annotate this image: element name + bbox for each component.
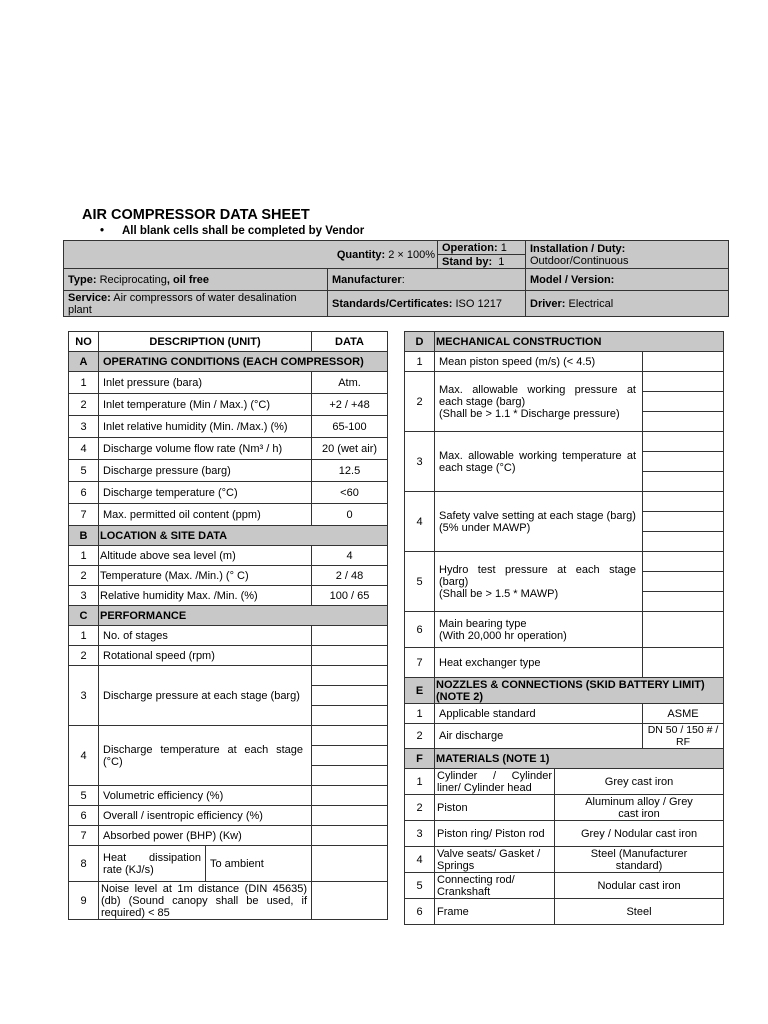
section-title: OPERATING CONDITIONS (EACH COMPRESSOR) (99, 352, 388, 372)
row-data (643, 372, 724, 392)
row-description: Max. allowable working temperature at each stage (°C) (435, 432, 643, 492)
row-data (312, 646, 388, 666)
table-row (405, 821, 724, 847)
row-description: Altitude above sea level (m) (99, 546, 312, 566)
row-no: 5 (405, 552, 435, 612)
operation-value: 1 (500, 241, 507, 254)
table-row (405, 432, 724, 452)
row-no: 1 (69, 626, 99, 646)
row-no: 6 (405, 612, 435, 648)
table-row (405, 724, 724, 749)
table-row (69, 566, 388, 586)
type-value: Reciprocating (99, 273, 167, 286)
row-data (643, 352, 724, 372)
row-description: Discharge temperature (°C) (99, 482, 312, 504)
type-label: Type: (68, 273, 97, 286)
row-no: 2 (405, 724, 435, 749)
row-no: 3 (69, 586, 99, 606)
row-data: 100 / 65 (312, 586, 388, 606)
table-row (69, 666, 388, 686)
row-no: 4 (69, 726, 99, 786)
row-no: 3 (405, 821, 435, 847)
section-title: NOZZLES & CONNECTIONS (SKID BATTERY LIMIT) (NOTE 2) (435, 678, 724, 704)
row-no: 5 (405, 873, 435, 899)
row-no: 4 (69, 438, 99, 460)
row-no: 7 (69, 826, 99, 846)
bullet-icon: • (100, 225, 105, 237)
row-description: Discharge pressure at each stage (barg) (99, 666, 312, 726)
row-data: <60 (312, 482, 388, 504)
service-label: Service: (68, 291, 111, 304)
row-no: 2 (405, 795, 435, 821)
section-title: PERFORMANCE (99, 606, 388, 626)
table-row (405, 612, 724, 648)
section-letter: B (69, 526, 99, 546)
table-row (69, 646, 388, 666)
row-description: Inlet temperature (Min / Max.) (°C) (99, 394, 312, 416)
quantity-label: Quantity: (336, 248, 386, 261)
row-data: DN 50 / 150 # / RF (643, 724, 724, 749)
page-title: AIR COMPRESSOR DATA SHEET (82, 207, 310, 223)
header-blank (64, 241, 328, 269)
section-letter: F (405, 749, 435, 769)
row-data (643, 472, 724, 492)
row-no: 1 (405, 769, 435, 795)
row-description-note: (5% under MAWP) (439, 521, 531, 534)
table-row (405, 648, 724, 678)
row-no: 1 (69, 546, 99, 566)
row-data (643, 592, 724, 612)
row-description: Applicable standard (435, 704, 643, 724)
table-row (69, 726, 388, 746)
row-description: Inlet relative humidity (Min. /Max.) (%) (99, 416, 312, 438)
section-letter: C (69, 606, 99, 626)
row-description: Max. permitted oil content (ppm) (99, 504, 312, 526)
row-description: Hydro test pressure at each stage (barg) (439, 563, 636, 588)
row-data (643, 612, 724, 648)
service-value: Air compressors of water desalination plant (68, 291, 297, 316)
table-row (69, 786, 388, 806)
standby-label: Stand by: (442, 255, 493, 268)
table-row (69, 482, 388, 504)
row-description: Noise level at 1m distance (DIN 45635) (db) (Sound canopy shall be used, if required) < 85 (99, 882, 312, 920)
section-title: MECHANICAL CONSTRUCTION (435, 332, 724, 352)
row-description: Discharge temperature at each stage (°C) (99, 726, 312, 786)
table-row (405, 873, 724, 899)
row-description: Heat dissipation rate (KJ/s) (99, 846, 206, 882)
manufacturer-label: Manufacturer (332, 273, 402, 286)
row-description: Volumetric efficiency (%) (99, 786, 312, 806)
table-row (69, 826, 388, 846)
row-description: Piston (435, 795, 555, 821)
column-header-data: DATA (312, 332, 388, 352)
row-no: 3 (69, 416, 99, 438)
manufacturer-cell (328, 269, 526, 291)
table-row (405, 769, 724, 795)
row-data (312, 846, 388, 882)
row-no: 3 (405, 432, 435, 492)
standards-value: ISO 1217 (455, 297, 502, 310)
row-description: No. of stages (99, 626, 312, 646)
type-value-suffix: , oil free (166, 273, 210, 286)
table-row (69, 586, 388, 606)
row-data (312, 826, 388, 846)
standby-value: 1 (498, 255, 505, 268)
row-data (312, 726, 388, 746)
row-no: 1 (405, 704, 435, 724)
row-no: 1 (69, 372, 99, 394)
row-data: Atm. (312, 372, 388, 394)
row-no: 5 (69, 786, 99, 806)
table-row (69, 416, 388, 438)
manufacturer-colon: : (401, 273, 405, 286)
row-no: 5 (69, 460, 99, 482)
row-data: ASME (643, 704, 724, 724)
row-description: Overall / isentropic efficiency (%) (99, 806, 312, 826)
row-description-note: (With 20,000 hr operation) (439, 629, 567, 642)
row-description: Air discharge (435, 724, 643, 749)
section-title: LOCATION & SITE DATA (99, 526, 388, 546)
operation-label: Operation: (442, 241, 498, 254)
table-row (405, 704, 724, 724)
row-no: 2 (69, 566, 99, 586)
row-description: Mean piston speed (m/s) (< 4.5) (435, 352, 643, 372)
row-no: 6 (405, 899, 435, 925)
left-data-table (68, 331, 388, 920)
row-data (312, 806, 388, 826)
column-header-no: NO (69, 332, 99, 352)
row-description: Heat exchanger type (435, 648, 643, 678)
row-data (643, 532, 724, 552)
standby-cell (438, 255, 526, 269)
row-no: 4 (405, 492, 435, 552)
header-table (63, 240, 729, 317)
table-row (69, 438, 388, 460)
table-row (69, 504, 388, 526)
section-letter: E (405, 678, 435, 704)
row-data (312, 746, 388, 766)
standards-cell (328, 291, 526, 317)
row-data (312, 666, 388, 686)
row-data: Nodular cast iron (555, 873, 724, 899)
section-letter: D (405, 332, 435, 352)
row-data: Aluminum alloy / Grey cast iron (555, 795, 724, 821)
row-no: 7 (69, 504, 99, 526)
table-row (69, 460, 388, 482)
row-description: Cylinder / Cylinder liner/ Cylinder head (435, 769, 555, 795)
standards-label: Standards/Certificates: (332, 297, 453, 310)
row-data (312, 626, 388, 646)
row-no: 6 (69, 806, 99, 826)
row-no: 9 (69, 882, 99, 920)
row-no: 2 (69, 646, 99, 666)
row-no: 1 (405, 352, 435, 372)
row-description: Discharge pressure (barg) (99, 460, 312, 482)
row-data (643, 648, 724, 678)
row-data (312, 882, 388, 920)
row-description-note: (Shall be > 1.5 * MAWP) (439, 587, 559, 600)
row-data: 12.5 (312, 460, 388, 482)
table-row (405, 492, 724, 512)
table-row (405, 552, 724, 572)
row-data (643, 392, 724, 412)
row-description: Discharge volume flow rate (Nm³ / h) (99, 438, 312, 460)
row-description: Temperature (Max. /Min.) (° C) (99, 566, 312, 586)
row-description: Main bearing type (439, 617, 527, 630)
row-description: Absorbed power (BHP) (Kw) (99, 826, 312, 846)
row-description: Safety valve setting at each stage (barg) (439, 509, 636, 522)
model-cell (526, 269, 729, 291)
row-description: Frame (435, 899, 555, 925)
quantity-cell (328, 241, 438, 269)
driver-label: Driver: (530, 297, 566, 310)
installation-label: Installation / Duty: (530, 242, 626, 255)
row-no: 2 (69, 394, 99, 416)
row-data (312, 706, 388, 726)
row-no: 8 (69, 846, 99, 882)
row-no: 2 (405, 372, 435, 432)
type-cell (64, 269, 328, 291)
row-description: Relative humidity Max. /Min. (%) (99, 586, 312, 606)
instruction-note (100, 225, 364, 237)
row-description: Connecting rod/ Crankshaft (435, 873, 555, 899)
row-description: Rotational speed (rpm) (99, 646, 312, 666)
table-row (405, 795, 724, 821)
operation-cell (438, 241, 526, 255)
row-data: Steel (Manufacturer standard) (555, 847, 724, 873)
row-no: 7 (405, 648, 435, 678)
row-data: 0 (312, 504, 388, 526)
row-description: Valve seats/ Gasket / Springs (435, 847, 555, 873)
row-description-note: (Shall be > 1.1 * Discharge pressure) (439, 407, 620, 420)
row-no: 6 (69, 482, 99, 504)
column-header-description: DESCRIPTION (UNIT) (99, 332, 312, 352)
section-letter: A (69, 352, 99, 372)
driver-value: Electrical (568, 297, 614, 310)
row-data: 2 / 48 (312, 566, 388, 586)
table-row (69, 546, 388, 566)
table-row (405, 899, 724, 925)
row-no: 4 (405, 847, 435, 873)
row-data (643, 412, 724, 432)
table-row (69, 846, 388, 882)
table-row (69, 806, 388, 826)
right-data-table (404, 331, 724, 925)
row-subvalue: To ambient (206, 846, 312, 882)
model-label: Model / Version: (530, 273, 615, 286)
row-no: 3 (69, 666, 99, 726)
table-row (69, 394, 388, 416)
row-description: Piston ring/ Piston rod (435, 821, 555, 847)
instruction-text: All blank cells shall be completed by Vendor (122, 225, 365, 237)
row-data (643, 432, 724, 452)
quantity-value: 2 × 100% (388, 248, 435, 261)
table-row (405, 847, 724, 873)
row-data (312, 766, 388, 786)
service-cell (64, 291, 328, 317)
table-row (69, 882, 388, 920)
section-title: MATERIALS (NOTE 1) (435, 749, 724, 769)
table-row (405, 352, 724, 372)
row-data: 20 (wet air) (312, 438, 388, 460)
driver-cell (526, 291, 729, 317)
row-data: Grey / Nodular cast iron (555, 821, 724, 847)
row-data (312, 686, 388, 706)
row-description: Inlet pressure (bara) (99, 372, 312, 394)
row-data: 65-100 (312, 416, 388, 438)
row-data: Steel (555, 899, 724, 925)
row-data (312, 786, 388, 806)
installation-value: Outdoor/Continuous (530, 254, 629, 267)
table-row (69, 626, 388, 646)
installation-cell (526, 241, 729, 269)
row-data: +2 / +48 (312, 394, 388, 416)
table-row (405, 372, 724, 392)
row-data: 4 (312, 546, 388, 566)
row-data: Grey cast iron (555, 769, 724, 795)
row-data (643, 512, 724, 532)
row-data (643, 452, 724, 472)
row-data (643, 492, 724, 512)
table-row (69, 372, 388, 394)
row-description: Max. allowable working pressure at each stage (barg) (439, 383, 636, 408)
row-data (643, 552, 724, 572)
row-data (643, 572, 724, 592)
